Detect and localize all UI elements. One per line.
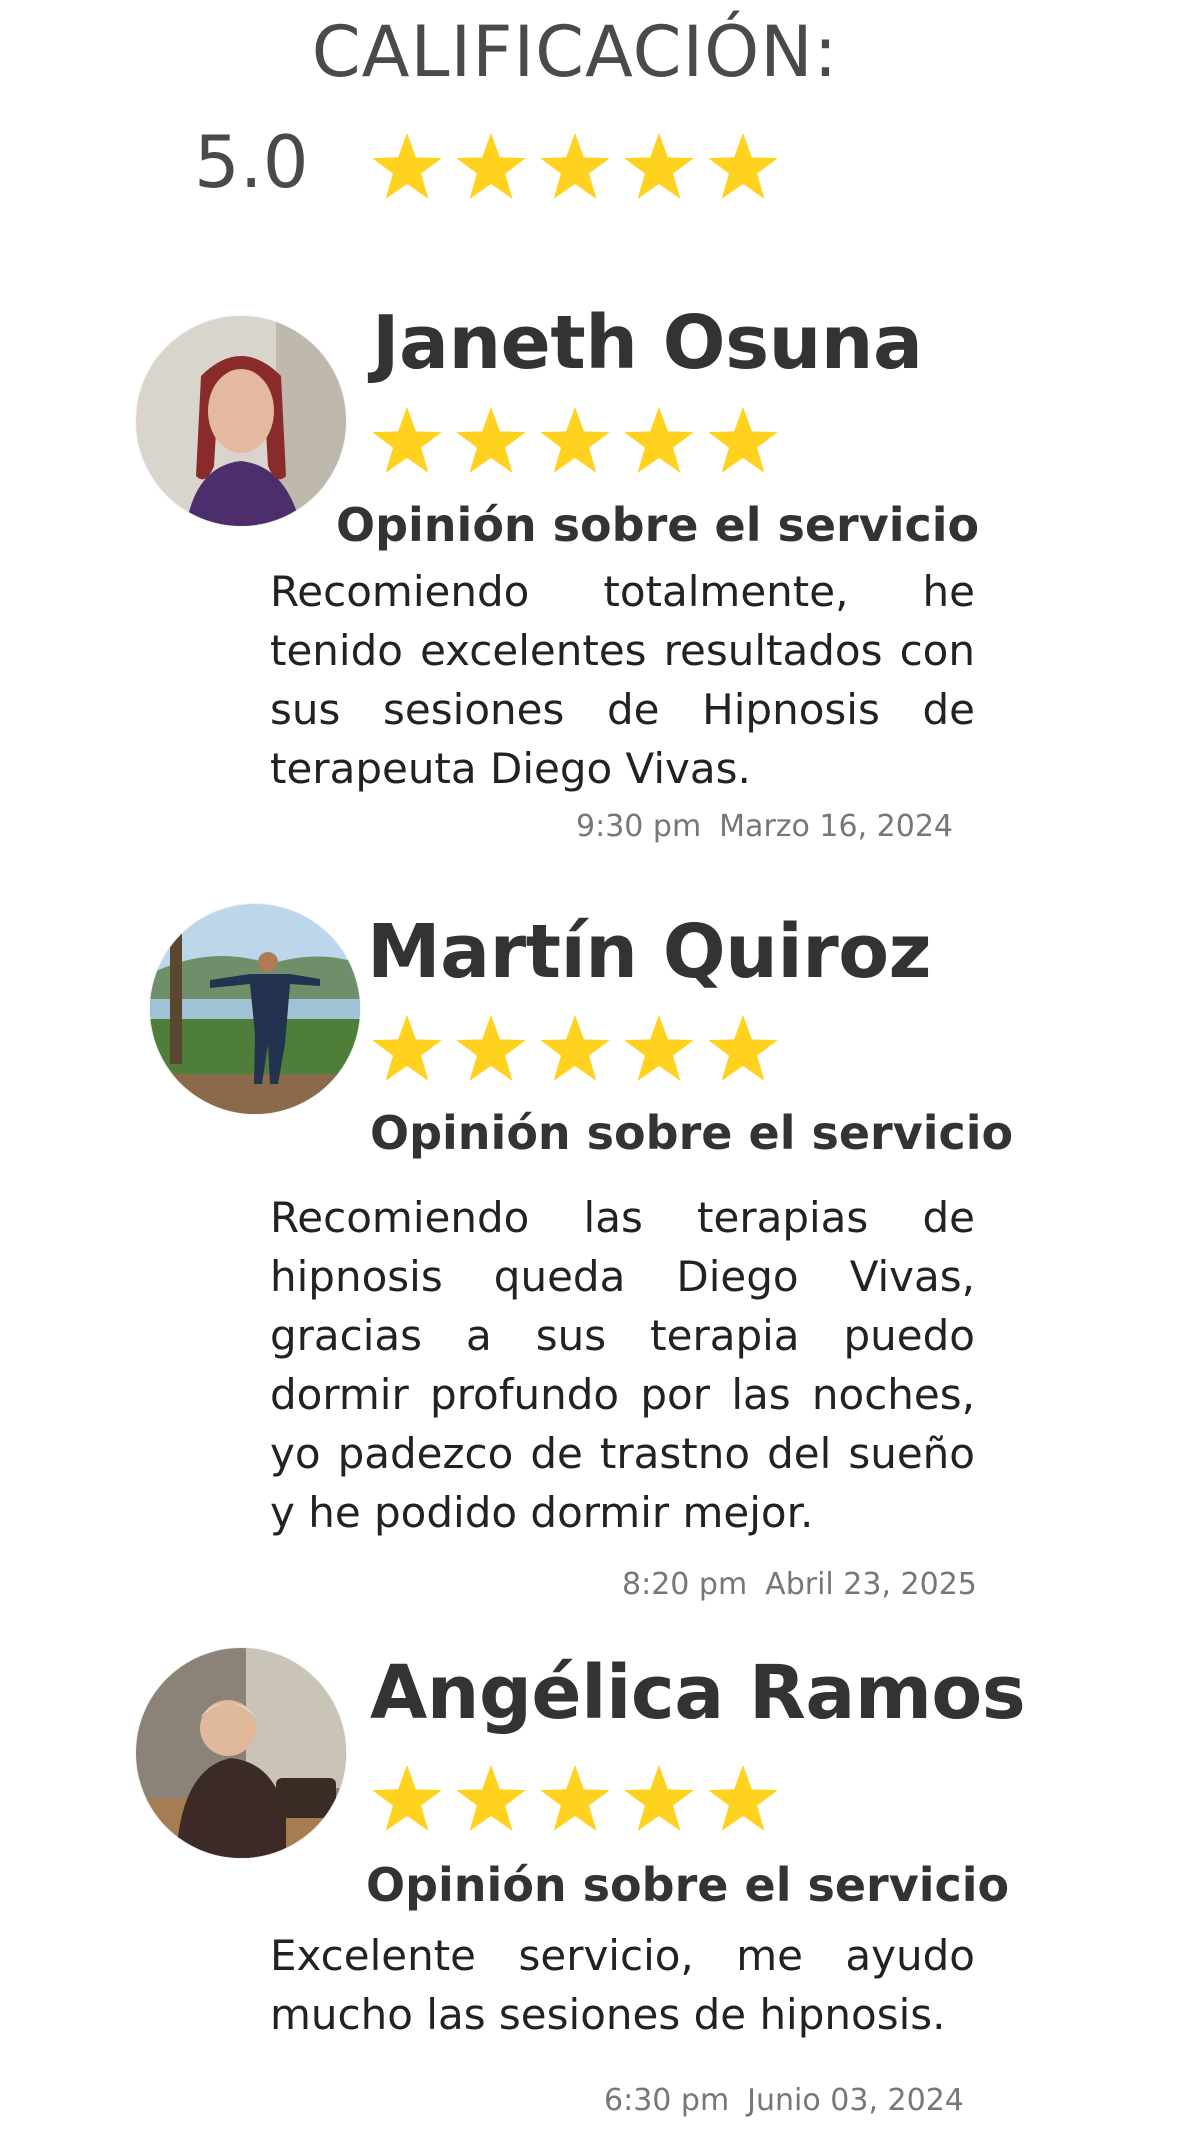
review-text: Recomiendo las terapias de hipnosis queda Diego Vivas, gracias a sus terapia puedo dormir profundo por las noches, yo padezco de trastno del sueño y he podido dormir mejor. xyxy=(270,1193,975,1537)
star-icon xyxy=(622,1762,696,1836)
avatar xyxy=(136,316,346,526)
avatar xyxy=(150,904,360,1114)
review-timestamp xyxy=(622,1567,977,1602)
reviewer-name: Martín Quiroz xyxy=(367,909,932,995)
review-star-rating xyxy=(370,404,780,478)
star-icon xyxy=(454,404,528,478)
reviewer-name: Angélica Ramos xyxy=(370,1650,1026,1736)
star-icon xyxy=(538,130,612,204)
review-heading: Opinión sobre el servicio xyxy=(370,1106,1014,1160)
review-date: Marzo 16, 2024 xyxy=(719,809,954,844)
review-time: 9:30 pm xyxy=(576,809,702,844)
overall-star-rating xyxy=(370,130,780,204)
star-icon xyxy=(538,404,612,478)
review-heading: Opinión sobre el servicio xyxy=(366,1858,1010,1912)
review-date: Junio 03, 2024 xyxy=(747,2083,964,2118)
review-text: Recomiendo totalmente, he tenido excelentes resultados con sus sesiones de Hipnosis de terapeuta Diego Vivas. xyxy=(270,567,975,793)
review-heading: Opinión sobre el servicio xyxy=(336,498,980,552)
review-time: 6:30 pm xyxy=(604,2083,730,2118)
star-icon xyxy=(454,1012,528,1086)
review-date: Abril 23, 2025 xyxy=(765,1567,977,1602)
reviewer-name: Janeth Osuna xyxy=(372,300,923,386)
review-text: Excelente servicio, me ayudo mucho las sesiones de hipnosis. xyxy=(270,1931,975,2039)
star-icon xyxy=(706,1762,780,1836)
review-star-rating xyxy=(370,1762,780,1836)
star-icon xyxy=(538,1762,612,1836)
star-icon xyxy=(538,1012,612,1086)
star-icon xyxy=(622,1012,696,1086)
review-time: 8:20 pm xyxy=(622,1567,748,1602)
star-icon xyxy=(454,1762,528,1836)
review-timestamp xyxy=(604,2083,964,2118)
star-icon xyxy=(706,404,780,478)
rating-score: 5.0 xyxy=(194,120,309,204)
avatar xyxy=(136,1648,346,1858)
star-icon xyxy=(622,404,696,478)
star-icon xyxy=(454,130,528,204)
star-icon xyxy=(370,404,444,478)
star-icon xyxy=(706,1012,780,1086)
rating-title: CALIFICACIÓN: xyxy=(311,11,839,93)
review-star-rating xyxy=(370,1012,780,1086)
star-icon xyxy=(370,1012,444,1086)
star-icon xyxy=(370,130,444,204)
star-icon xyxy=(622,130,696,204)
review-timestamp xyxy=(576,809,954,844)
star-icon xyxy=(706,130,780,204)
star-icon xyxy=(370,1762,444,1836)
